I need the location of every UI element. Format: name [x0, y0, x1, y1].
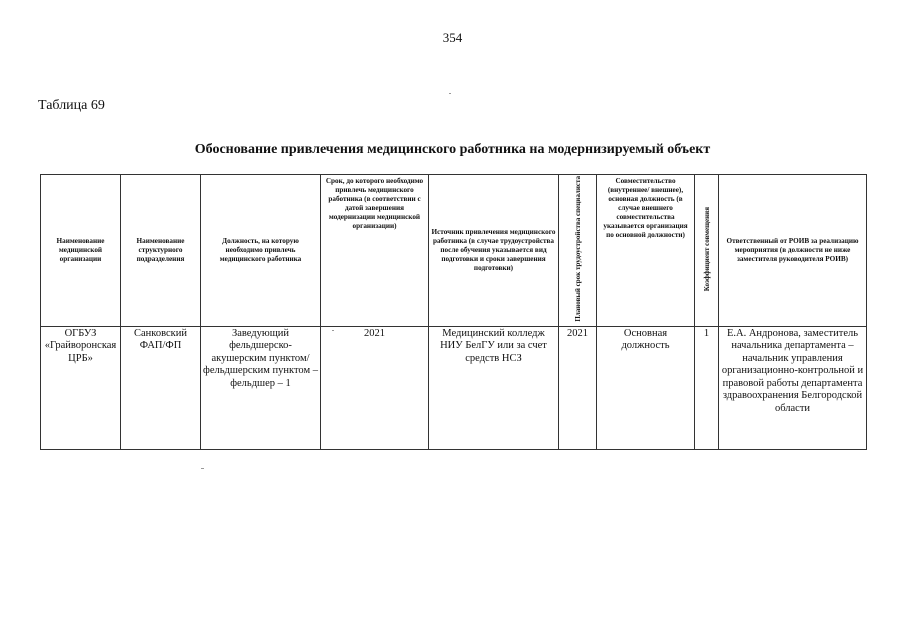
header-planned-date [559, 175, 597, 327]
header-organization: Наименование медицинской организации [41, 175, 121, 327]
cell-subdivision: Санковский ФАП/ФП [121, 326, 201, 449]
table-label: Таблица 69 [38, 98, 105, 113]
cell-coefficient: 1 [695, 326, 719, 449]
header-responsible: Ответственный от РОИВ за реализацию мероприятия (в должности не ниже заместителя руководителя РОИВ) [719, 175, 867, 327]
header-coefficient [695, 175, 719, 327]
scan-speck [201, 468, 204, 469]
cell-responsible: Е.А. Андронова, заместитель начальника департамента – начальник управления организационно-контрольной и правовой работы департамента здравоохранения Белгородской области [719, 326, 867, 449]
cell-organization: ОГБУЗ «Грайворонская ЦРБ» [41, 326, 121, 449]
page-number: 354 [442, 30, 463, 45]
cell-position: Заведующий фельдшерско-акушерским пунктом/фельдшерским пунктом – фельдшер – 1 [201, 326, 321, 449]
justification-table [40, 174, 867, 450]
header-subdivision: Наименование структурного подразделения [121, 175, 201, 327]
cell-planned-date: 2021 [559, 326, 597, 449]
scan-speck [332, 330, 334, 331]
scan-speck [449, 93, 451, 94]
header-source: Источник привлечения медицинского работника (в случае трудоустройства после обучения указывается вид подготовки и сроки завершения подготовки) [429, 175, 559, 327]
header-planned-date-text: Плановый срок трудоустройства специалиста [573, 176, 582, 322]
table-header-row [41, 175, 867, 327]
header-coefficient-text: Коэффициент совмещения [702, 206, 711, 291]
table-row [41, 326, 867, 449]
cell-deadline: 2021 [321, 326, 429, 449]
document-title: Обоснование привлечения медицинского работника на модернизируемый объект [194, 142, 711, 157]
header-position: Должность, на которую необходимо привлечь медицинского работника [201, 175, 321, 327]
header-combination: Совместительство (внутреннее/ внешнее), основная должность (в случае внешнего совместительства указывается организация по основной должности) [597, 175, 695, 327]
cell-combination: Основная должность [597, 326, 695, 449]
cell-source: Медицинский колледж НИУ БелГУ или за счет средств НСЗ [429, 326, 559, 449]
header-deadline: Срок, до которого необходимо привлечь медицинского работника (в соответствии с датой завершения модернизации медицинской организации) [321, 175, 429, 327]
